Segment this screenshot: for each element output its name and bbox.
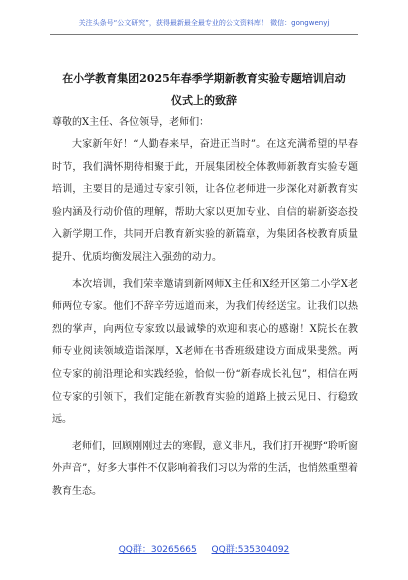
title-line-2: 仪式上的致辞 <box>171 94 237 107</box>
salutation: 尊敬的X主任、各位领导，老师们： <box>52 117 210 128</box>
header-banner: 关注头条号“公文研究”，获得最新最全最专业的公文资料库！ 微信：gongwenyj <box>78 19 330 27</box>
paragraph-1: 大家新年好！“人勤春来早，奋进正当时”。在这充满希望的早春时节，我们满怀期待相聚于此，开展集团校全体教师新教育实验专题培训，主要目的是通过专家引领，让各位老师进一步深化对新教育实验内涵及行动价值的理解，帮助大家以更加专业、自信的崭新姿态投入新学期工作，共同开启教育新实验的新篇章，为集团各校教育质量提升、优质均衡发展注入强劲的动力。 <box>52 139 358 263</box>
title-line-1: 在小学教育集团2025年春季学期新教育实验专题培训启动 <box>62 72 346 85</box>
document-body <box>52 134 358 508</box>
document-title <box>40 68 368 112</box>
paragraph-2: 本次培训，我们荣幸邀请到新网师X主任和X经开区第二小学X老师两位专家。他们不辞辛劳远道而来，为我们传经送宝。让我们以热烈的掌声，向两位专家致以最诚挚的欢迎和衷心的感谢！X院长在教师专业阅读领域造诣深厚，X老师在书香班级建设方面成果斐然。两位专家的前沿理论和实践经验，恰似一份“新春成长礼包”，相信在两位专家的引领下，我们定能在新教育实验的道路上披云见日、行稳致远。 <box>52 278 358 426</box>
header-rule <box>50 34 358 35</box>
footer <box>0 542 408 555</box>
paragraph-3: 老师们，回顾刚刚过去的寒假，意义非凡，我们打开视野“聆听窗外声音”，好多大事件不仅影响着我们习以为常的生活，也悄然重塑着教育生态。 <box>52 440 358 497</box>
footer-qq-group-1[interactable]: QQ群：30265665 <box>118 545 197 555</box>
footer-qq-group-2[interactable]: QQ群:535304092 <box>211 545 290 555</box>
